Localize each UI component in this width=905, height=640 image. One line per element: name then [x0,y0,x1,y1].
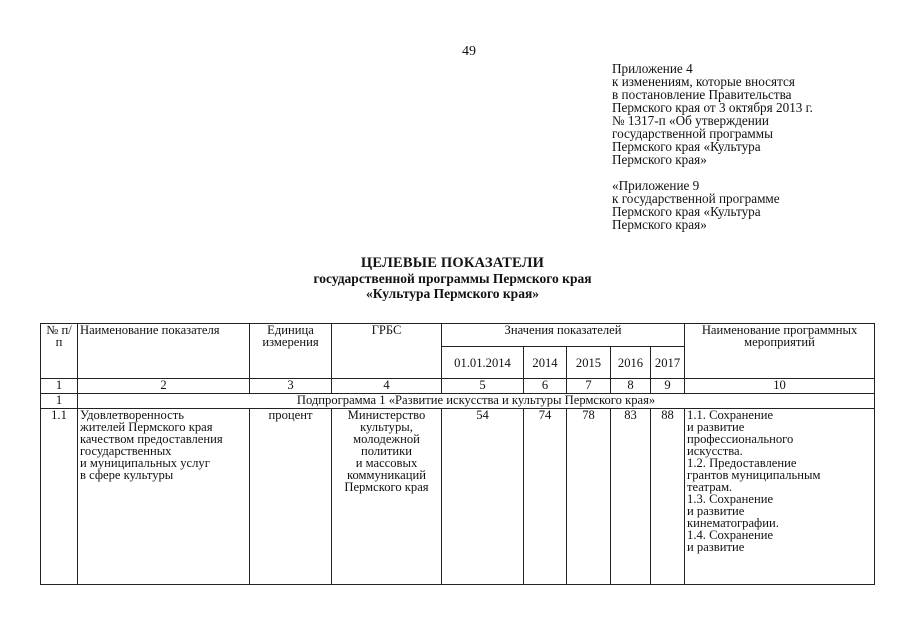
annex-line: к государственной программе [612,191,780,206]
col-number: 3 [250,379,332,394]
col-number: 6 [524,379,567,394]
grbs-line: Министерство [347,408,426,422]
row-num: 1.1 [41,409,78,585]
grbs-line: молодежной [353,432,420,446]
year-cell: 2014 [524,347,567,379]
year-cell: 2015 [567,347,611,379]
indicator-name-line: и муниципальных услуг [80,456,210,470]
col-number: 4 [332,379,442,394]
title-line-1: ЦЕЛЕВЫЕ ПОКАЗАТЕЛИ [360,255,545,271]
annex-line: к изменениям, которые вносятся [612,74,795,89]
grbs-line: политики [361,444,412,458]
year-cell: 01.01.2014 [442,347,524,379]
grbs-line: Пермского края [344,480,429,494]
header-unit: Единица измерения [250,324,332,379]
subprogram-num: 1 [41,394,78,409]
col-number: 2 [78,379,250,394]
annex-block-2 [612,179,780,231]
measure-line: 1.3. Сохранение [687,492,774,506]
header-row [41,324,875,347]
header-name: Наименование показателя [78,324,250,379]
indicator-name [78,409,250,585]
measure-line: 1.2. Предоставление [687,456,797,470]
col-number: 5 [442,379,524,394]
grbs-line: культуры, [360,420,413,434]
indicator-name-line: качеством предоставления [80,432,223,446]
grbs-line: коммуникаций [347,468,426,482]
title-line-3: «Культура Пермского края» [366,286,539,301]
col-number: 9 [651,379,685,394]
col-number: 10 [685,379,875,394]
measure-line: театрам. [687,480,733,494]
annex-line: Пермского края» [612,217,707,232]
column-numbers-row [41,379,875,394]
annex-line: «Приложение 9 [612,178,700,193]
measure-line: кинематографии. [687,516,779,530]
measure-line: и развитие [687,504,745,518]
grbs-cell [332,409,442,585]
measure-line: 1.1. Сохранение [687,408,774,422]
header-measures: Наименование программных мероприятий [685,324,875,379]
measure-line: искусства. [687,444,743,458]
measure-line: и развитие [687,540,745,554]
subprogram-row [41,394,875,409]
indicator-name-line: Удовлетворенность [80,408,184,422]
value-cell: 74 [524,409,567,585]
header-grbs: ГРБС [332,324,442,379]
value-cell: 78 [567,409,611,585]
grbs-line: и массовых [355,456,418,470]
annex-line: Пермского края «Культура [612,204,761,219]
annex-line: в постановление Правительства [612,87,792,102]
annex-block [612,62,813,166]
table-row [41,409,875,585]
value-cell: 83 [611,409,651,585]
col-number: 8 [611,379,651,394]
title-line-2: государственной программы Пермского края [313,271,592,286]
col-number: 1 [41,379,78,394]
subprogram-title: Подпрограмма 1 «Развитие искусства и культуры Пермского края» [78,394,875,409]
annex-line: Приложение 4 [612,61,693,76]
year-cell: 2016 [611,347,651,379]
annex-line: Пермского края» [612,152,707,167]
indicator-name-line: жителей Пермского края [80,420,213,434]
col-number: 7 [567,379,611,394]
annex-line: Пермского края «Культура [612,139,761,154]
measures-cell [685,409,875,585]
value-cell: 88 [651,409,685,585]
indicator-name-line: государственных [80,444,172,458]
document-title [0,256,905,301]
annex-line: № 1317-п «Об утверждении [612,113,769,128]
indicators-table [40,323,875,585]
measure-line: профессионального [687,432,794,446]
measure-line: 1.4. Сохранение [687,528,774,542]
annex-line: Пермского края от 3 октября 2013 г. [612,100,813,115]
indicator-name-line: в сфере культуры [80,468,174,482]
year-cell: 2017 [651,347,685,379]
measure-line: грантов муниципальным [687,468,821,482]
header-num: № п/п [41,324,78,379]
measure-line: и развитие [687,420,745,434]
page-number: 49 [462,44,476,59]
value-cell: 54 [442,409,524,585]
annex-line: государственной программы [612,126,773,141]
header-values: Значения показателей [442,324,685,347]
unit-cell: процент [250,409,332,585]
